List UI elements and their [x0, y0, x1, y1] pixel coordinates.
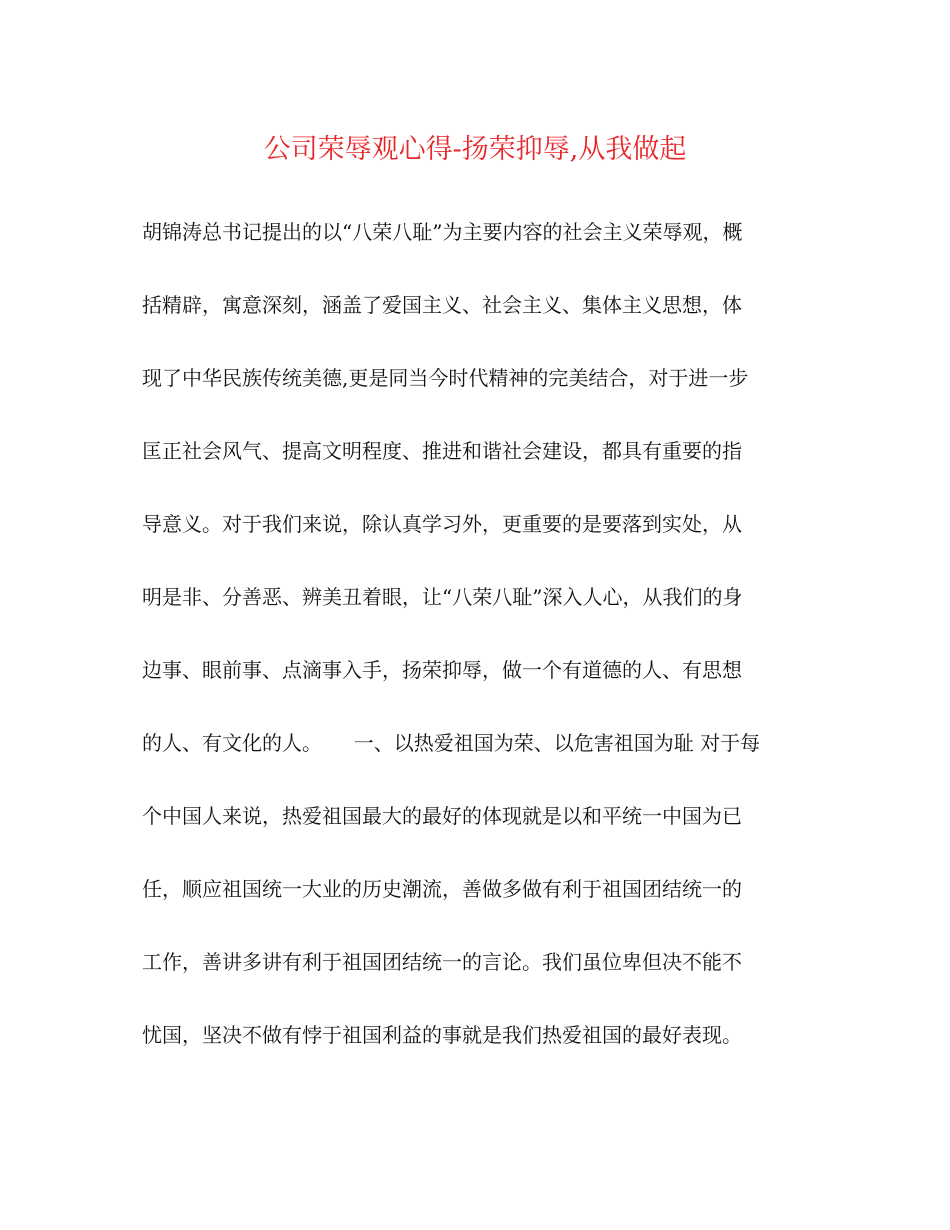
- body-line: 任，顺应祖国统一大业的历史潮流，善做多做有利于祖国团结统一的: [142, 877, 742, 901]
- body-line: 工作，善讲多讲有利于祖国团结统一的言论。我们虽位卑但决不能不: [142, 950, 742, 974]
- body-line: 现了中华民族传统美德,更是同当今时代精神的完美结合，对于进一步: [142, 366, 749, 390]
- body-line: 胡锦涛总书记提出的以“八荣八耻”为主要内容的社会主义荣辱观，概: [142, 220, 743, 244]
- body-line: 匡正社会风气、提高文明程度、推进和谐社会建设，都具有重要的指: [142, 439, 742, 463]
- body-line: 导意义。对于我们来说，除认真学习外，更重要的是要落到实处，从: [142, 512, 742, 536]
- document-title: 公司荣辱观心得-扬荣抑辱,从我做起: [263, 134, 687, 165]
- body-line: 忧国，坚决不做有悖于祖国利益的事就是我们热爱祖国的最好表现。: [142, 1023, 742, 1047]
- body-line: 个中国人来说，热爱祖国最大的最好的体现就是以和平统一中国为已: [142, 804, 742, 828]
- body-line: 括精辟，寓意深刻，涵盖了爱国主义、社会主义、集体主义思想，体: [142, 293, 742, 317]
- body-line: 的人、有文化的人。 一、以热爱祖国为荣、以危害祖国为耻 对于每: [142, 731, 761, 755]
- body-line: 明是非、分善恶、辨美丑着眼，让“八荣八耻”深入人心，从我们的身: [142, 585, 743, 609]
- body-line: 边事、眼前事、点滴事入手，扬荣抑辱，做一个有道德的人、有思想: [142, 658, 742, 682]
